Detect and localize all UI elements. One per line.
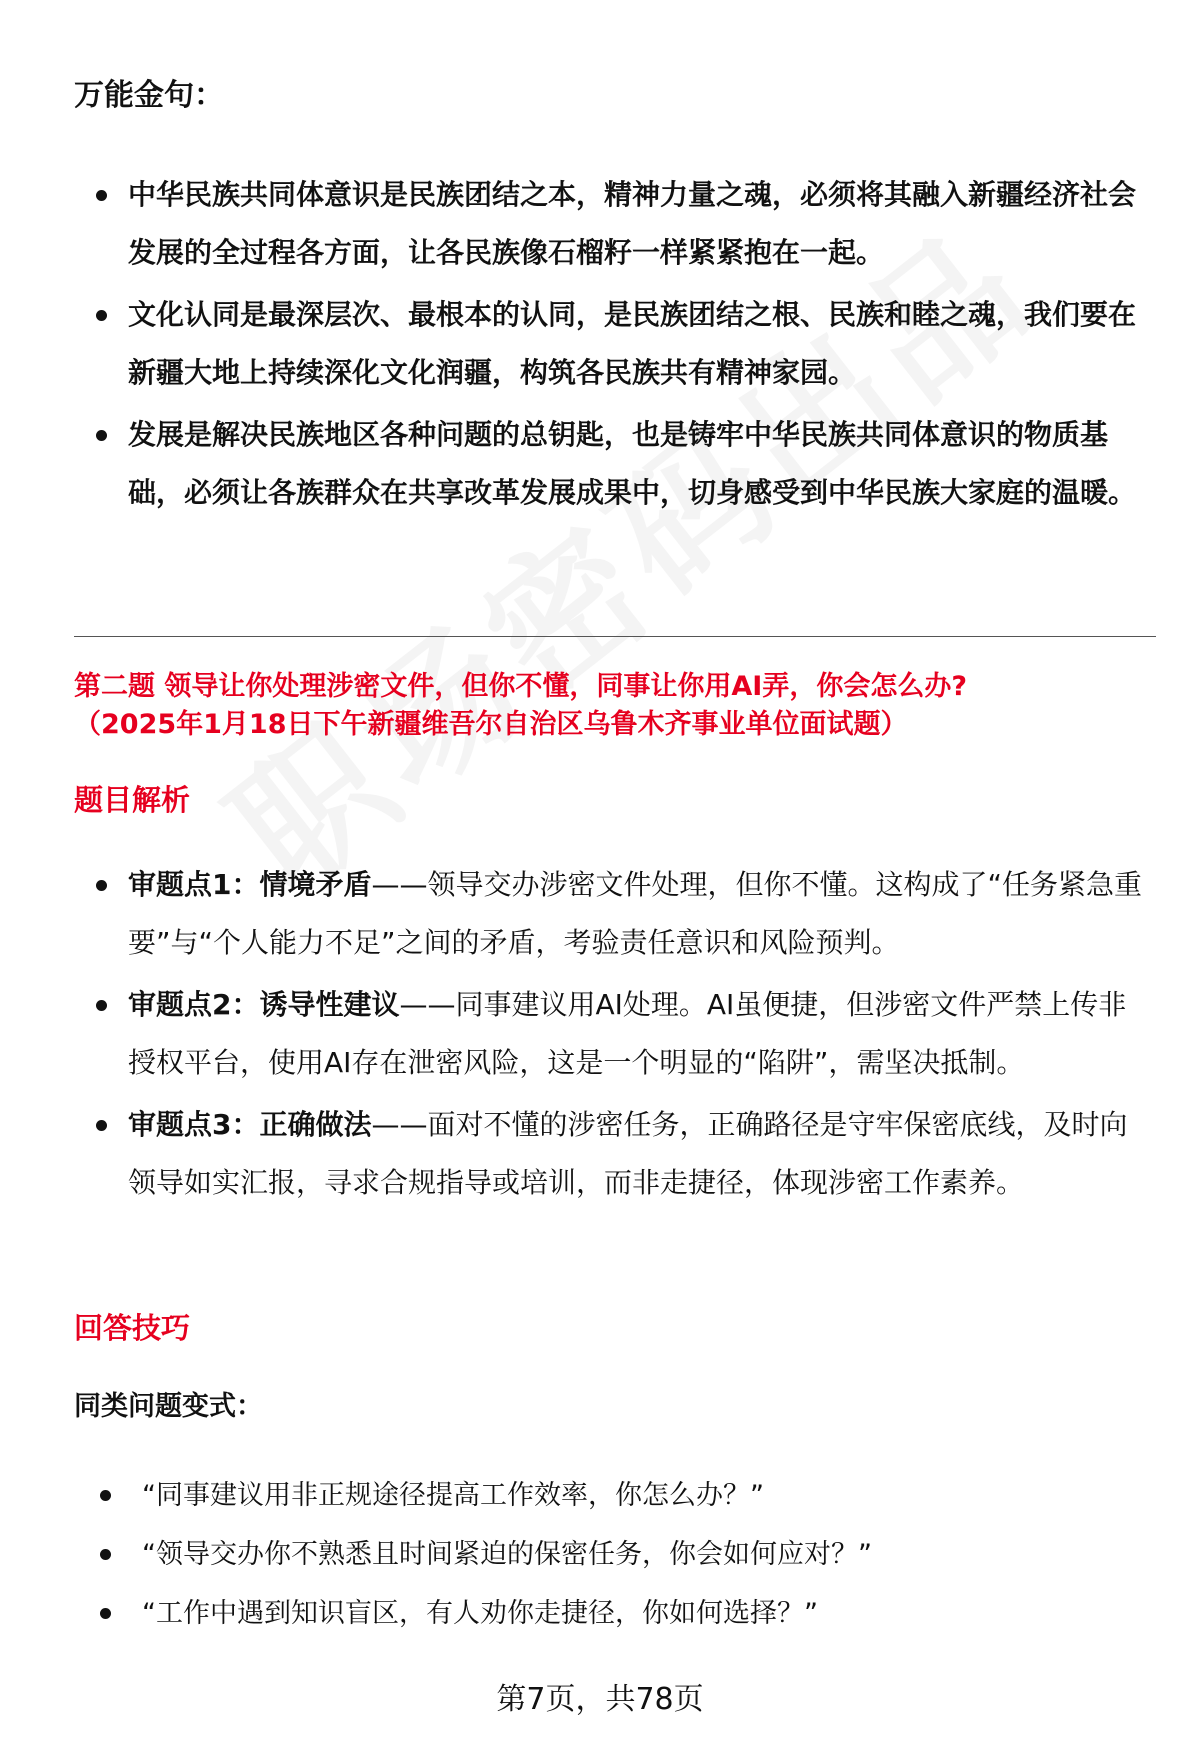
variants-subheading: 同类问题变式： — [74, 1391, 263, 1422]
list-item — [74, 856, 1142, 972]
list-item-text: “同事建议用非正规途径提高工作效率，你怎么办？” — [142, 1480, 764, 1511]
section-divider — [74, 636, 1156, 637]
list-item-text: 发展是解决民族地区各种问题的总钥匙，也是铸牢中华民族共同体意识的物质基础，必须让各族群众在共享改革发展成果中，切身感受到中华民族大家庭的温暖。 — [128, 418, 1137, 509]
list-item — [74, 286, 1142, 402]
bullet-icon — [96, 1000, 107, 1011]
list-item — [74, 166, 1142, 282]
page-number: 第7页，共78页 — [496, 1682, 704, 1717]
bullet-icon — [100, 1549, 111, 1560]
bullet-icon — [96, 430, 107, 441]
analysis-point-label: 审题点3：正确做法 — [128, 1108, 372, 1141]
analysis-list — [74, 856, 1142, 1216]
tips-heading: 回答技巧 — [74, 1311, 191, 1345]
analysis-point-text: ——同事建议用AI处理。AI虽便捷，但涉密文件严禁上传非授权平台，使用AI存在泄密风险，这是一个明显的“陷阱”，需坚决抵制。 — [128, 988, 1127, 1079]
analysis-point-text: ——面对不懂的涉密任务，正确路径是守牢保密底线，及时向领导如实汇报，寻求合规指导或培训，而非走捷径，体现涉密工作素养。 — [128, 1108, 1128, 1199]
analysis-heading: 题目解析 — [74, 783, 191, 817]
list-item — [74, 1096, 1142, 1212]
list-item — [74, 976, 1142, 1092]
analysis-point-text: ——领导交办涉密文件处理，但你不懂。这构成了“任务紧急重要”与“个人能力不足”之间的矛盾，考验责任意识和风险预判。 — [128, 868, 1142, 959]
list-item-text: 中华民族共同体意识是民族团结之本，精神力量之魂，必须将其融入新疆经济社会发展的全过程各方面，让各民族像石榴籽一样紧紧抱在一起。 — [128, 178, 1137, 269]
bullet-icon — [96, 880, 107, 891]
bullet-icon — [96, 310, 107, 321]
section-title: 万能金句： — [74, 78, 224, 113]
list-item — [74, 1525, 1142, 1584]
bullet-icon — [96, 1120, 107, 1131]
golden-sentences-list — [74, 166, 1142, 526]
list-item — [74, 1584, 1142, 1643]
bullet-icon — [100, 1490, 111, 1501]
analysis-point-label: 审题点1：情境矛盾 — [128, 868, 372, 901]
list-item-text: 文化认同是最深层次、最根本的认同，是民族团结之根、民族和睦之魂，我们要在新疆大地上持续深化文化润疆，构筑各民族共有精神家园。 — [128, 298, 1137, 389]
question-line: 第二题 领导让你处理涉密文件，但你不懂，同事让你用AI弄，你会怎么办? — [74, 671, 968, 702]
list-item-text: “工作中遇到知识盲区，有人劝你走捷径，你如何选择？” — [142, 1598, 818, 1629]
question-title — [74, 668, 1160, 744]
analysis-point-label: 审题点2：诱导性建议 — [128, 988, 400, 1021]
bullet-icon — [100, 1608, 111, 1619]
list-item-text: “领导交办你不熟悉且时间紧迫的保密任务，你会如何应对？” — [142, 1539, 872, 1570]
variants-list — [74, 1466, 1142, 1643]
list-item — [74, 1466, 1142, 1525]
list-item — [74, 406, 1142, 522]
question-source: （2025年1月18日下午新疆维吾尔自治区乌鲁木齐事业单位面试题） — [74, 709, 908, 740]
bullet-icon — [96, 190, 107, 201]
